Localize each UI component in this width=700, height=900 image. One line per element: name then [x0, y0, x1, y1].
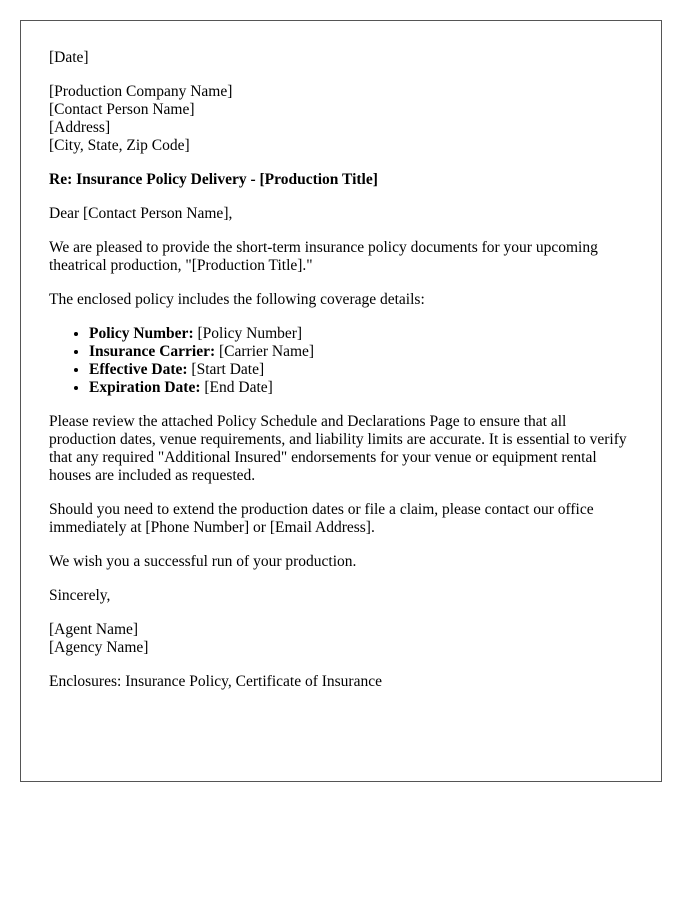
- enclosures-line: Enclosures: Insurance Policy, Certificate of Insurance: [49, 673, 382, 690]
- intro-paragraph: We are pleased to provide the short-term insurance policy documents for your upcoming theatrical production, "[Production Title].": [49, 239, 598, 274]
- list-item: [89, 361, 633, 379]
- closing-wish: We wish you a successful run of your production.: [49, 553, 357, 570]
- recipient-address: [Address]: [49, 119, 111, 136]
- list-item: [89, 325, 633, 343]
- coverage-list: [49, 325, 633, 397]
- recipient-city-state-zip: [City, State, Zip Code]: [49, 137, 190, 154]
- coverage-value: [Start Date]: [191, 361, 265, 378]
- coverage-label: Effective Date:: [89, 361, 188, 378]
- letter-date: [Date]: [49, 49, 89, 66]
- coverage-value: [Carrier Name]: [219, 343, 315, 360]
- agent-name: [Agent Name]: [49, 621, 139, 638]
- recipient-contact: [Contact Person Name]: [49, 101, 195, 118]
- review-paragraph: Please review the attached Policy Schedule and Declarations Page to ensure that all production dates, venue requirements, and liability limits are accurate. It is essential to verify that any required "Additional Insured" endorsements for your venue or equipment rental houses are included as requested.: [49, 413, 627, 484]
- signoff: Sincerely,: [49, 587, 111, 604]
- agency-name: [Agency Name]: [49, 639, 149, 656]
- subject-line: Re: Insurance Policy Delivery - [Production Title]: [49, 171, 378, 188]
- coverage-intro: The enclosed policy includes the following coverage details:: [49, 291, 425, 308]
- list-item: [89, 379, 633, 397]
- recipient-address-block: [49, 83, 633, 155]
- contact-paragraph: Should you need to extend the production dates or file a claim, please contact our office immediately at [Phone Number] or [Email Address].: [49, 501, 594, 536]
- coverage-label: Policy Number:: [89, 325, 194, 342]
- coverage-value: [End Date]: [204, 379, 273, 396]
- salutation: Dear [Contact Person Name],: [49, 205, 233, 222]
- recipient-company: [Production Company Name]: [49, 83, 233, 100]
- coverage-label: Expiration Date:: [89, 379, 201, 396]
- coverage-label: Insurance Carrier:: [89, 343, 216, 360]
- coverage-value: [Policy Number]: [197, 325, 303, 342]
- signature-block: [49, 621, 633, 657]
- list-item: [89, 343, 633, 361]
- letter-page: [20, 20, 662, 782]
